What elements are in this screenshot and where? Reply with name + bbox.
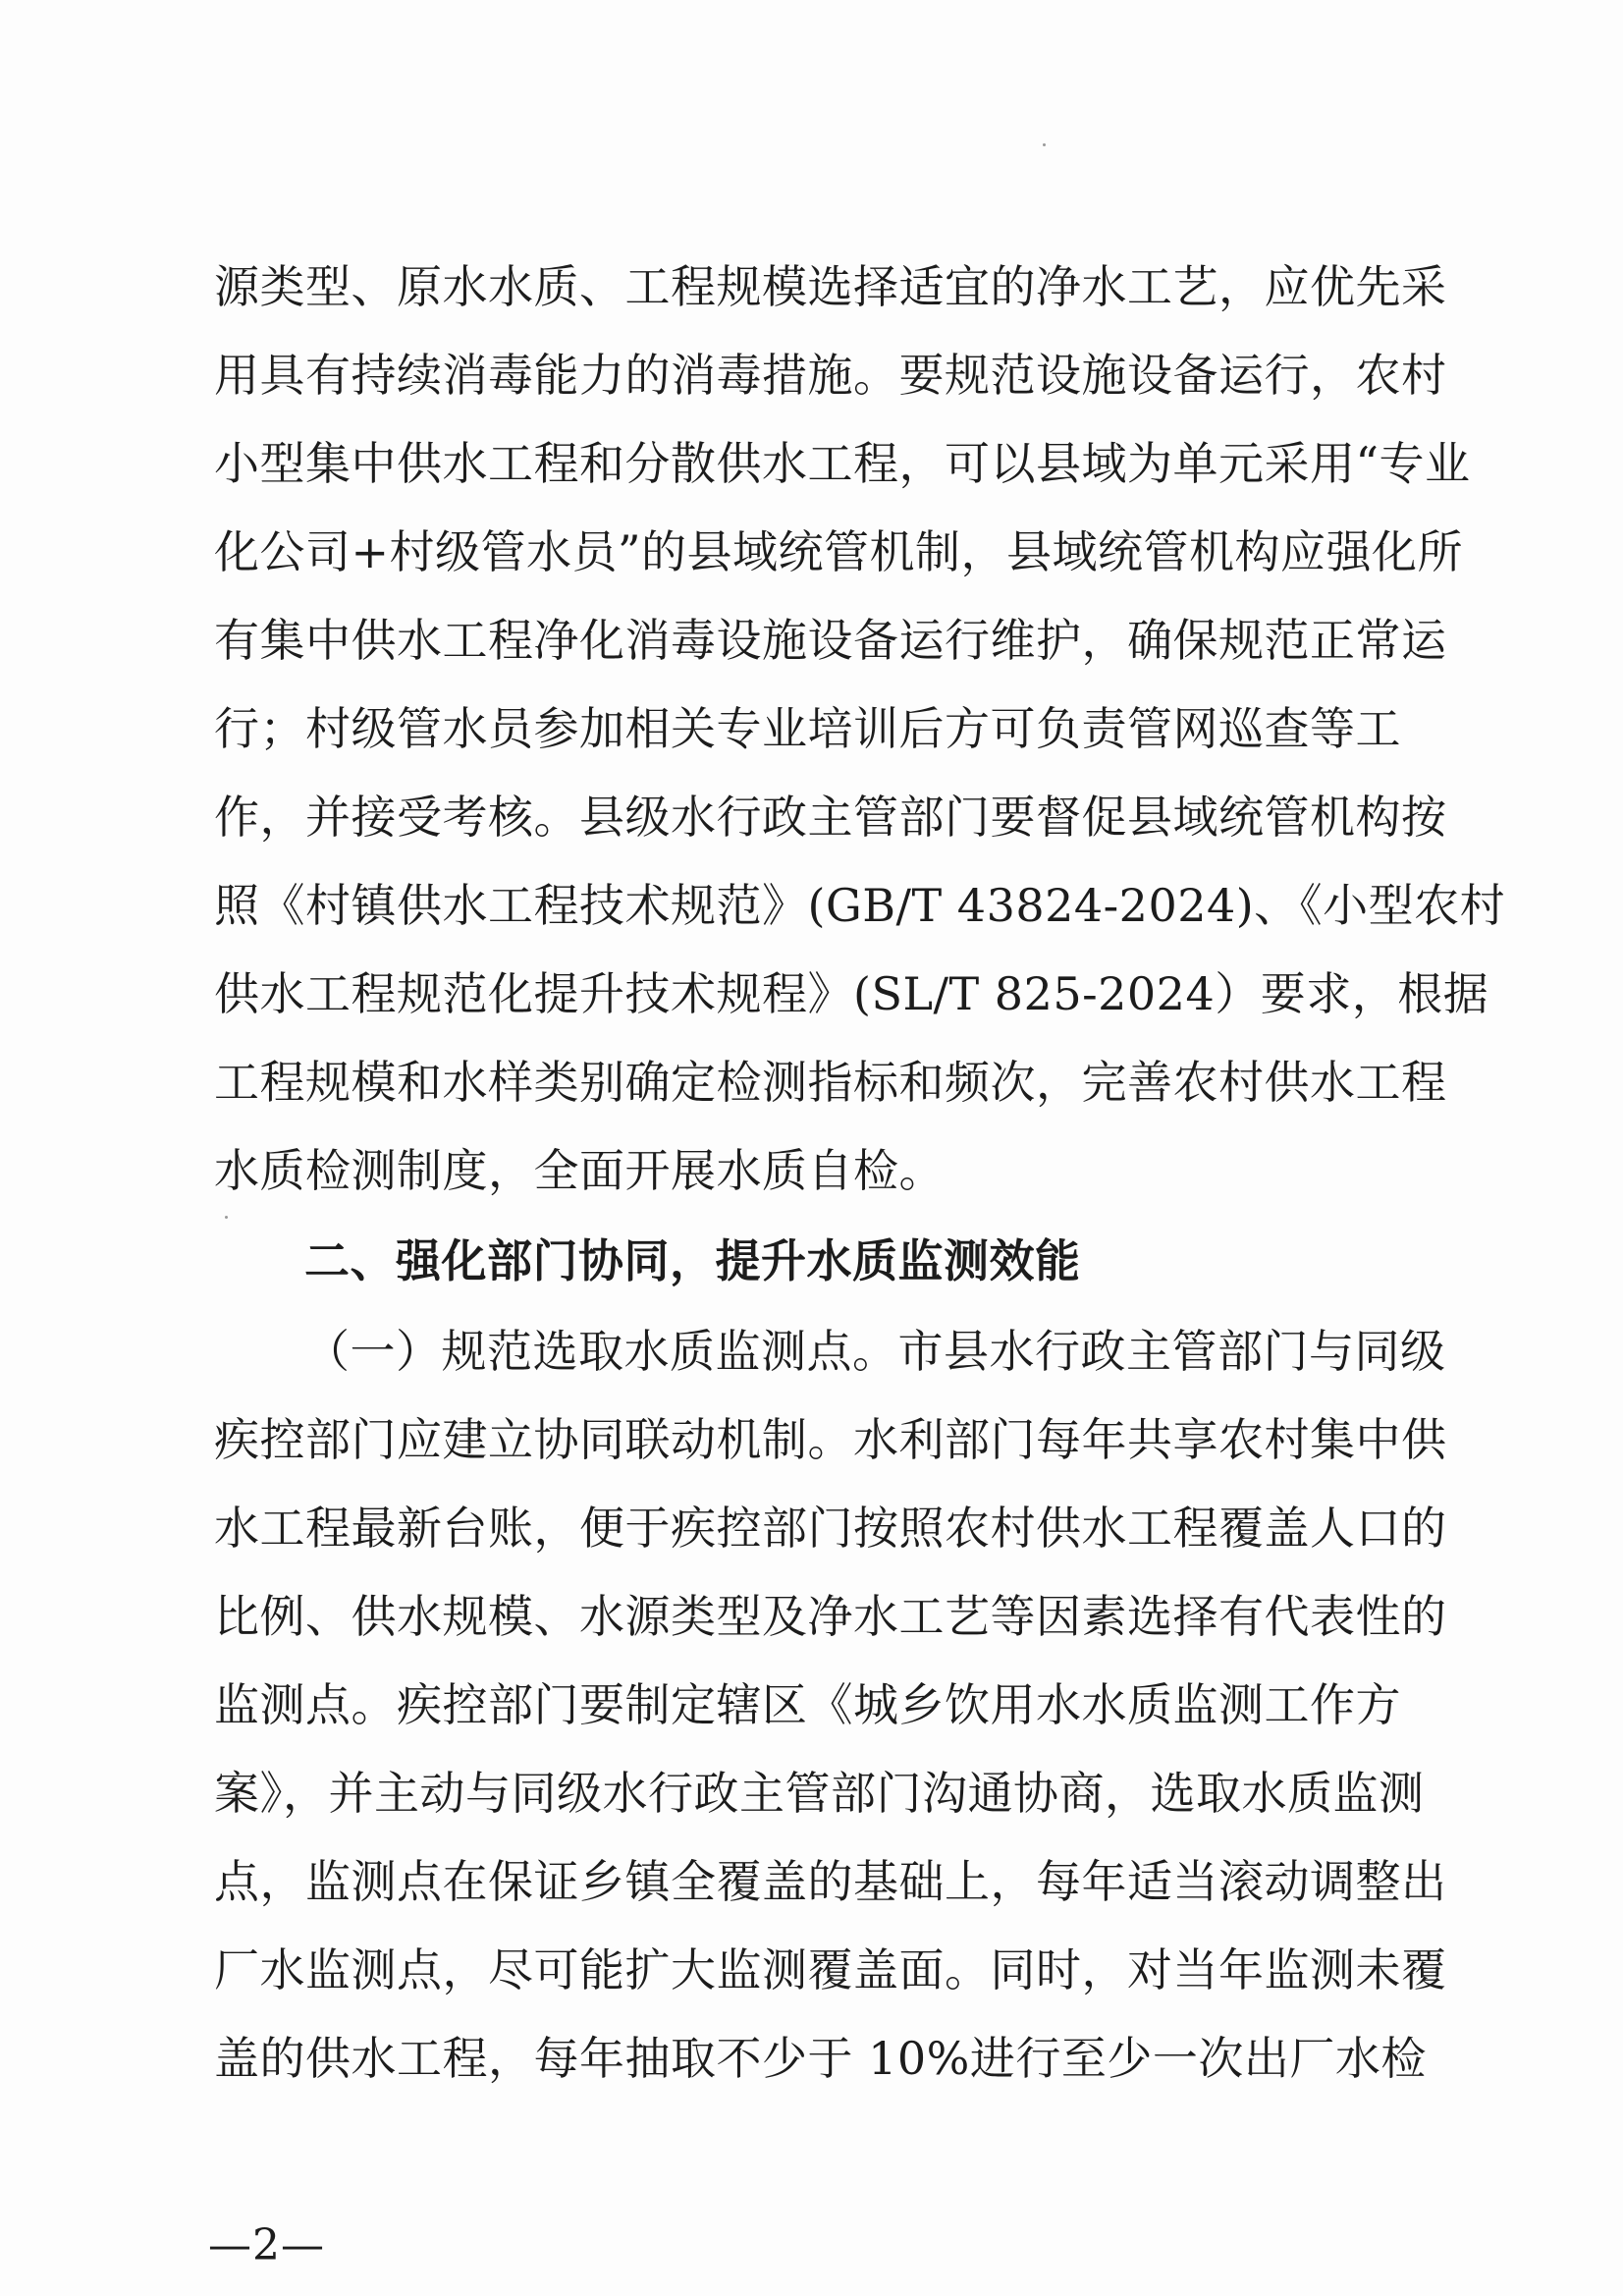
- body-text-line: 水工程最新台账，便于疾控部门按照农村供水工程覆盖人口的: [214, 1502, 1447, 1555]
- body-text-line: 行；村级管水员参加相关专业培训后方可负责管网巡查等工: [214, 702, 1401, 755]
- body-text-line: 作，并接受考核。县级水行政主管部门要督促县域统管机构按: [214, 791, 1447, 844]
- body-text-line: 有集中供水工程净化消毒设施设备运行维护，确保规范正常运: [214, 614, 1447, 667]
- body-text-line: 照《村镇供水工程技术规范》(GB/T 43824-2024)、《小型农村: [214, 879, 1506, 932]
- body-text-line: 化公司+村级管水员”的县域统管机制，县域统管机构应强化所: [214, 525, 1464, 578]
- body-text-line: 点，监测点在保证乡镇全覆盖的基础上，每年适当滚动调整出: [214, 1855, 1447, 1908]
- body-text-line: 工程规模和水样类别确定检测指标和频次，完善农村供水工程: [214, 1056, 1447, 1109]
- scan-speck: [1043, 143, 1046, 146]
- page-number: —2—: [208, 2220, 325, 2270]
- body-text-line: 源类型、原水水质、工程规模选择适宜的净水工艺，应优先采: [214, 260, 1447, 313]
- body-text-line: 案》，并主动与同级水行政主管部门沟通协商，选取水质监测: [214, 1767, 1425, 1820]
- body-text-line: 盖的供水工程，每年抽取不少于 10%进行至少一次出厂水检: [214, 2032, 1427, 2085]
- body-text-line: 比例、供水规模、水源类型及净水工艺等因素选择有代表性的: [214, 1590, 1447, 1643]
- section-heading: 二、强化部门协同，提升水质监测效能: [304, 1234, 1081, 1287]
- scan-speck: [225, 1216, 228, 1219]
- body-text-line: 厂水监测点，尽可能扩大监测覆盖面。同时，对当年监测未覆: [214, 1943, 1447, 1996]
- body-text-line: 监测点。疾控部门要制定辖区《城乡饮用水水质监测工作方: [214, 1678, 1401, 1731]
- body-text-line: 疾控部门应建立协同联动机制。水利部门每年共享农村集中供: [214, 1413, 1447, 1466]
- body-text-line: 用具有持续消毒能力的消毒措施。要规范设施设备运行，农村: [214, 349, 1447, 402]
- body-text-line: （一）规范选取水质监测点。市县水行政主管部门与同级: [304, 1325, 1446, 1378]
- body-text-line: 水质检测制度，全面开展水质自检。: [214, 1144, 945, 1197]
- body-text-line: 供水工程规范化提升技术规程》(SL/T 825-2024）要求，根据: [214, 967, 1489, 1020]
- body-text-line: 小型集中供水工程和分散供水工程，可以县域为单元采用“专业: [214, 437, 1471, 490]
